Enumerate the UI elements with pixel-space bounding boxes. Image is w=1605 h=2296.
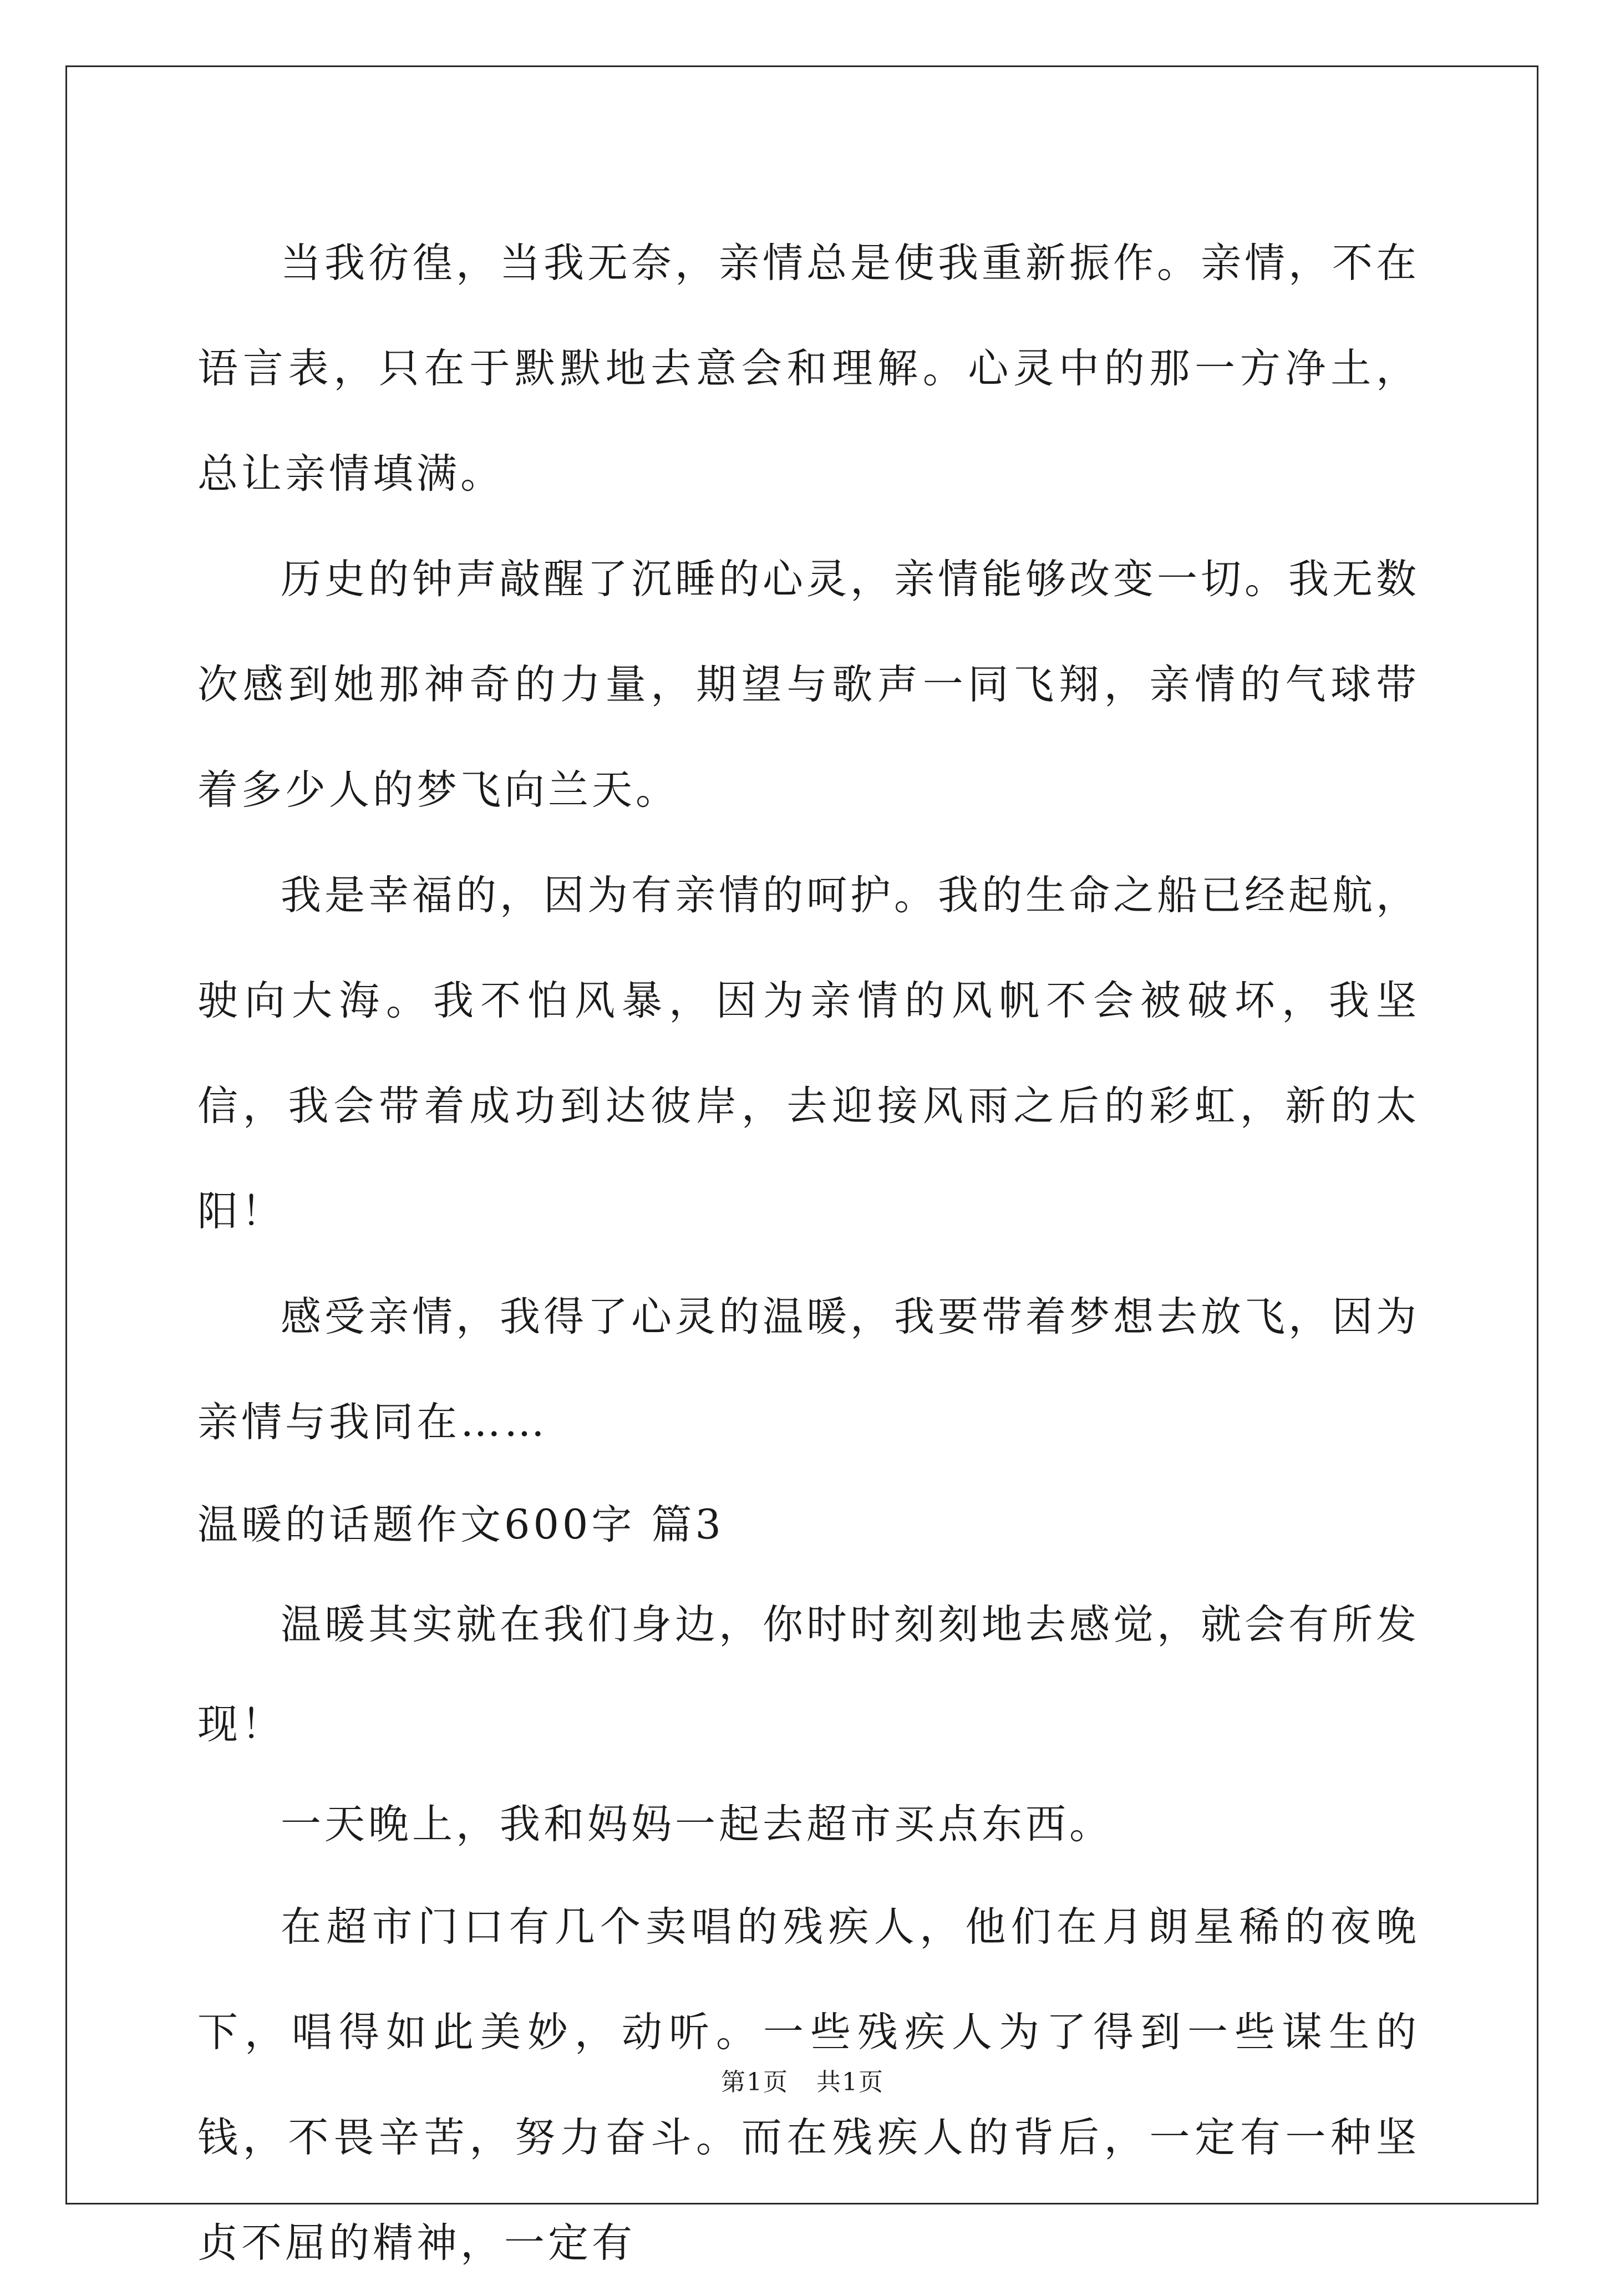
- paragraph: 当我彷徨，当我无奈，亲情总是使我重新振作。亲情，不在语言表，只在于默默地去意会和理解。心灵中的那一方净土，总让亲情填满。: [197, 240, 1420, 497]
- page-total: 共1页: [816, 2068, 884, 2096]
- paragraph: 一天晚上，我和妈妈一起去超市买点东西。: [281, 1801, 1113, 1848]
- document-body: [197, 211, 1420, 2296]
- paragraph: 历史的钟声敲醒了沉睡的心灵，亲情能够改变一切。我无数次感到她那神奇的力量，期望与歌声一同飞翔，亲情的气球带着多少人的梦飞向兰天。: [197, 556, 1420, 814]
- paragraph: 我是幸福的，因为有亲情的呵护。我的生命之船已经起航，驶向大海。我不怕风暴，因为亲情的风帆不会被破坏，我坚信，我会带着成功到达彼岸，去迎接风雨之后的彩虹，新的太阳！: [197, 872, 1420, 1235]
- paragraph: 感受亲情，我得了心灵的温暖，我要带着梦想去放飞，因为亲情与我同在……: [197, 1293, 1420, 1446]
- paragraph: 在超市门口有几个卖唱的残疾人，他们在月朗星稀的夜晚下，唱得如此美妙，动听。一些残疾人为了得到一些谋生的钱，不畏辛苦，努力奋斗。而在残疾人的背后，一定有一种坚贞不屈的精神，一定有: [197, 1903, 1420, 2267]
- paragraph: 温暖其实就在我们身边，你时时刻刻地去感觉，就会有所发现！: [197, 1601, 1420, 1748]
- section-heading: 温暖的话题作文600字 篇3: [197, 1501, 724, 1548]
- page-footer: [0, 2062, 1605, 2097]
- page-number: 第1页: [721, 2068, 789, 2096]
